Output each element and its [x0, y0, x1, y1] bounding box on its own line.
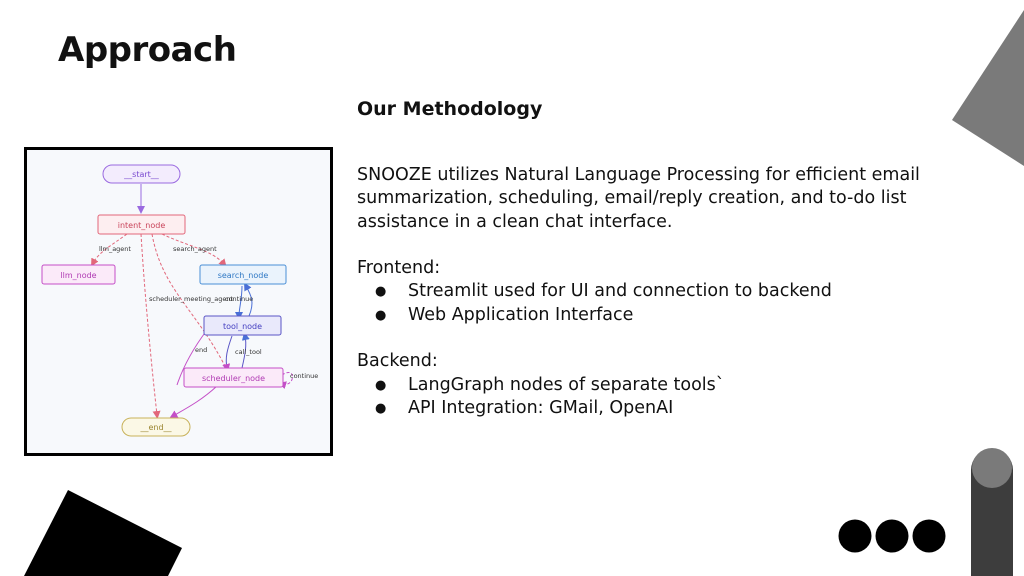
methodology-text: [357, 164, 937, 420]
bottom-left-black-shape: [0, 488, 185, 576]
bullet-icon: ●: [375, 307, 387, 323]
list-item: ● LangGraph nodes of separate tools`: [357, 374, 937, 397]
node-scheduler: [184, 368, 283, 387]
bullet-icon: ●: [375, 284, 387, 300]
backend-list: [357, 374, 937, 421]
svg-text:intent_node: intent_node: [117, 221, 166, 230]
intro-paragraph: SNOOZE utilizes Natural Language Processing for efficient email summarization, scheduling, email/reply creation, and to-do list assistance in a clean chat interface.: [357, 165, 920, 232]
svg-text:scheduler_node: scheduler_node: [201, 374, 266, 383]
list-item: ● Streamlit used for UI and connection to backend: [357, 280, 937, 303]
edge-label-scheduler-meeting-agent: scheduler_meeting_agent: [149, 295, 234, 303]
bottom-right-pill-shape: [968, 446, 1016, 576]
svg-text:llm_node: llm_node: [60, 271, 97, 280]
node-intent: [98, 215, 185, 234]
backend-heading: Backend:: [357, 351, 438, 372]
slide-title: Approach: [58, 30, 237, 70]
bullet-icon: ●: [375, 377, 387, 393]
edge-intent-end: [141, 234, 157, 415]
edge-label-continue-loop: continue: [290, 372, 319, 380]
frontend-list: [357, 280, 937, 327]
svg-text:__end__: __end__: [140, 423, 172, 432]
svg-text:tool_node: tool_node: [222, 322, 263, 331]
three-dots-icon: [836, 517, 948, 555]
edge-label-call-tool: call_tool: [235, 348, 262, 356]
node-tool: [204, 316, 281, 335]
graph-diagram: [24, 147, 333, 456]
edge-tool-scheduler: [226, 336, 232, 368]
svg-text:__start__: __start__: [124, 170, 159, 179]
node-search: [200, 265, 286, 284]
svg-text:search_node: search_node: [217, 271, 269, 280]
edge-label-continue: continue: [225, 295, 254, 303]
edge-label-end: end: [195, 346, 208, 354]
list-item: ● Web Application Interface: [357, 304, 937, 327]
section-subtitle: Our Methodology: [357, 98, 543, 120]
node-end: [122, 418, 190, 436]
edge-label-llm-agent: llm_agent: [99, 245, 131, 253]
list-item: ● API Integration: GMail, OpenAI: [357, 397, 937, 420]
node-llm: [42, 265, 115, 284]
edge-label-search-agent: search_agent: [173, 245, 217, 253]
node-start: [103, 165, 180, 183]
top-right-gray-shape: [950, 10, 1024, 166]
graph-svg: [27, 150, 330, 453]
bullet-icon: ●: [375, 400, 387, 416]
frontend-heading: Frontend:: [357, 258, 441, 279]
edge-scheduler-end: [173, 386, 217, 416]
